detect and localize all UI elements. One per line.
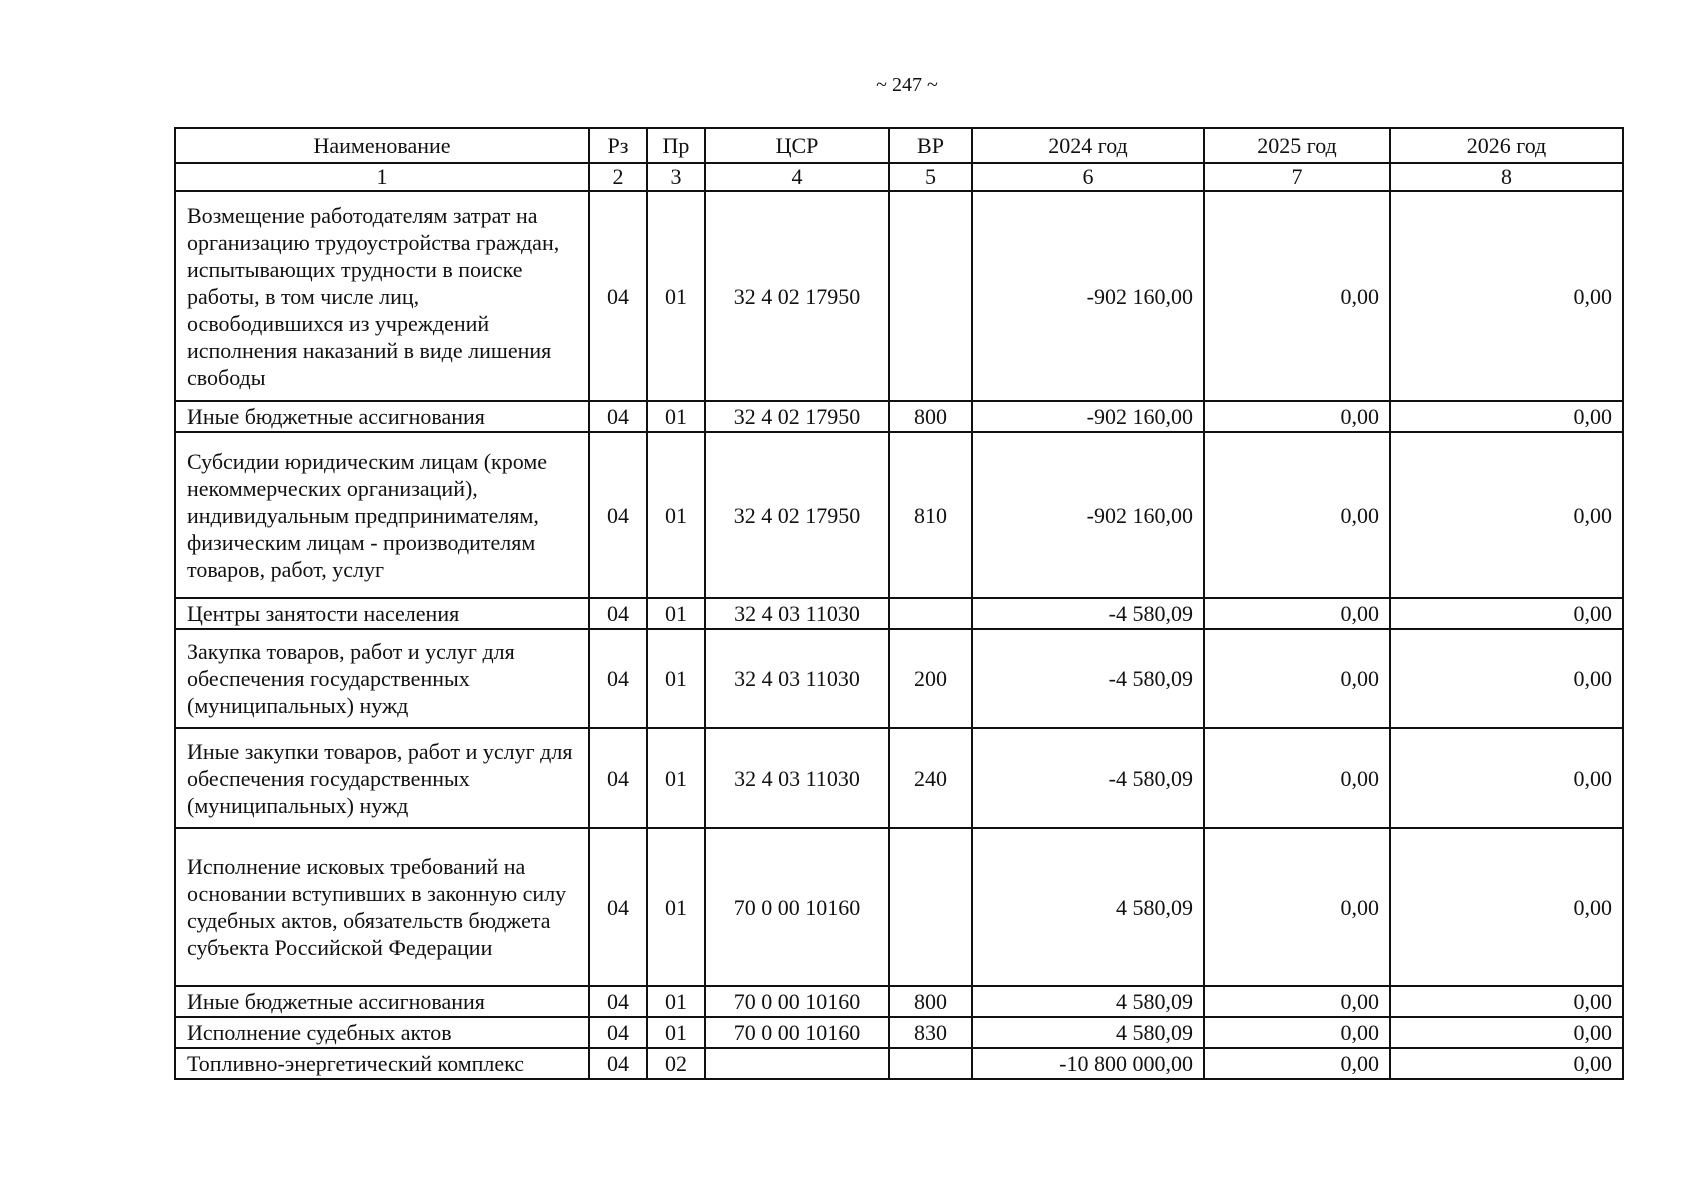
row-vr: 810 <box>889 432 972 598</box>
row-csr <box>705 1048 889 1079</box>
row-csr: 32 4 02 17950 <box>705 432 889 598</box>
table-row <box>175 728 1623 828</box>
row-rz: 04 <box>589 432 647 598</box>
row-pr: 02 <box>647 1048 705 1079</box>
row-2024: 4 580,09 <box>972 986 1204 1017</box>
row-2024: 4 580,09 <box>972 1017 1204 1048</box>
row-csr: 32 4 02 17950 <box>705 191 889 401</box>
row-2025: 0,00 <box>1204 401 1390 432</box>
row-2024: -902 160,00 <box>972 191 1204 401</box>
header-csr: ЦСР <box>705 128 889 163</box>
column-number-row <box>175 163 1623 191</box>
row-rz: 04 <box>589 191 647 401</box>
row-csr: 32 4 03 11030 <box>705 629 889 728</box>
row-csr: 70 0 00 10160 <box>705 1017 889 1048</box>
column-number: 8 <box>1390 163 1623 191</box>
table-row <box>175 191 1623 401</box>
page-number: ~ 247 ~ <box>876 74 938 96</box>
row-csr: 70 0 00 10160 <box>705 986 889 1017</box>
row-rz: 04 <box>589 1017 647 1048</box>
row-rz: 04 <box>589 401 647 432</box>
table-row <box>175 629 1623 728</box>
row-2025: 0,00 <box>1204 828 1390 986</box>
table-row <box>175 1048 1623 1079</box>
table-row <box>175 986 1623 1017</box>
row-2025: 0,00 <box>1204 1048 1390 1079</box>
row-vr: 830 <box>889 1017 972 1048</box>
row-pr: 01 <box>647 598 705 629</box>
row-vr: 240 <box>889 728 972 828</box>
table-row <box>175 828 1623 986</box>
row-vr <box>889 1048 972 1079</box>
row-2025: 0,00 <box>1204 1017 1390 1048</box>
row-2026: 0,00 <box>1390 728 1623 828</box>
row-pr: 01 <box>647 1017 705 1048</box>
row-2024: -10 800 000,00 <box>972 1048 1204 1079</box>
header-rz: Рз <box>589 128 647 163</box>
header-2026: 2026 год <box>1390 128 1623 163</box>
row-rz: 04 <box>589 728 647 828</box>
row-pr: 01 <box>647 401 705 432</box>
row-pr: 01 <box>647 629 705 728</box>
row-rz: 04 <box>589 986 647 1017</box>
row-name: Субсидии юридическим лицам (кроме некоммерческих организаций), индивидуальным предпринимателям, физическим лицам - производителям товаров, работ, услуг <box>175 432 589 598</box>
row-2024: -4 580,09 <box>972 728 1204 828</box>
budget-table <box>174 127 1624 1080</box>
column-number: 3 <box>647 163 705 191</box>
row-2026: 0,00 <box>1390 986 1623 1017</box>
row-rz: 04 <box>589 828 647 986</box>
column-number: 7 <box>1204 163 1390 191</box>
column-number: 4 <box>705 163 889 191</box>
row-name: Исполнение исковых требований на основании вступивших в законную силу судебных актов, обязательств бюджета субъекта Российской Федерации <box>175 828 589 986</box>
table-row <box>175 1017 1623 1048</box>
header-name: Наименование <box>175 128 589 163</box>
row-pr: 01 <box>647 728 705 828</box>
row-rz: 04 <box>589 629 647 728</box>
row-2025: 0,00 <box>1204 728 1390 828</box>
header-2025: 2025 год <box>1204 128 1390 163</box>
row-csr: 32 4 03 11030 <box>705 598 889 629</box>
row-2024: -4 580,09 <box>972 629 1204 728</box>
row-vr: 200 <box>889 629 972 728</box>
header-row <box>175 128 1623 163</box>
row-name: Закупка товаров, работ и услуг для обеспечения государственных (муниципальных) нужд <box>175 629 589 728</box>
table-row <box>175 401 1623 432</box>
header-pr: Пр <box>647 128 705 163</box>
row-2025: 0,00 <box>1204 191 1390 401</box>
row-vr: 800 <box>889 986 972 1017</box>
row-name: Иные бюджетные ассигнования <box>175 401 589 432</box>
row-2025: 0,00 <box>1204 598 1390 629</box>
row-pr: 01 <box>647 986 705 1017</box>
row-pr: 01 <box>647 828 705 986</box>
table-row <box>175 432 1623 598</box>
row-csr: 70 0 00 10160 <box>705 828 889 986</box>
row-vr: 800 <box>889 401 972 432</box>
row-vr <box>889 828 972 986</box>
row-2024: 4 580,09 <box>972 828 1204 986</box>
row-vr <box>889 598 972 629</box>
row-2026: 0,00 <box>1390 191 1623 401</box>
row-2025: 0,00 <box>1204 986 1390 1017</box>
row-2024: -902 160,00 <box>972 401 1204 432</box>
row-2026: 0,00 <box>1390 629 1623 728</box>
row-csr: 32 4 02 17950 <box>705 401 889 432</box>
column-number: 1 <box>175 163 589 191</box>
row-2026: 0,00 <box>1390 432 1623 598</box>
row-name: Центры занятости населения <box>175 598 589 629</box>
row-2025: 0,00 <box>1204 629 1390 728</box>
header-vr: ВР <box>889 128 972 163</box>
row-name: Возмещение работодателям затрат на организацию трудоустройства граждан, испытывающих трудности в поиске работы, в том числе лиц, освободившихся из учреждений исполнения наказаний в виде лишения свободы <box>175 191 589 401</box>
column-number: 5 <box>889 163 972 191</box>
row-name: Исполнение судебных актов <box>175 1017 589 1048</box>
row-2026: 0,00 <box>1390 598 1623 629</box>
row-rz: 04 <box>589 1048 647 1079</box>
row-vr <box>889 191 972 401</box>
column-number: 2 <box>589 163 647 191</box>
column-number: 6 <box>972 163 1204 191</box>
row-name: Иные закупки товаров, работ и услуг для обеспечения государственных (муниципальных) нужд <box>175 728 589 828</box>
row-pr: 01 <box>647 191 705 401</box>
row-rz: 04 <box>589 598 647 629</box>
row-2026: 0,00 <box>1390 401 1623 432</box>
table-row <box>175 598 1623 629</box>
row-name: Топливно-энергетический комплекс <box>175 1048 589 1079</box>
row-2024: -902 160,00 <box>972 432 1204 598</box>
header-2024: 2024 год <box>972 128 1204 163</box>
row-2026: 0,00 <box>1390 1048 1623 1079</box>
row-2024: -4 580,09 <box>972 598 1204 629</box>
row-csr: 32 4 03 11030 <box>705 728 889 828</box>
row-2025: 0,00 <box>1204 432 1390 598</box>
row-pr: 01 <box>647 432 705 598</box>
row-name: Иные бюджетные ассигнования <box>175 986 589 1017</box>
row-2026: 0,00 <box>1390 1017 1623 1048</box>
row-2026: 0,00 <box>1390 828 1623 986</box>
